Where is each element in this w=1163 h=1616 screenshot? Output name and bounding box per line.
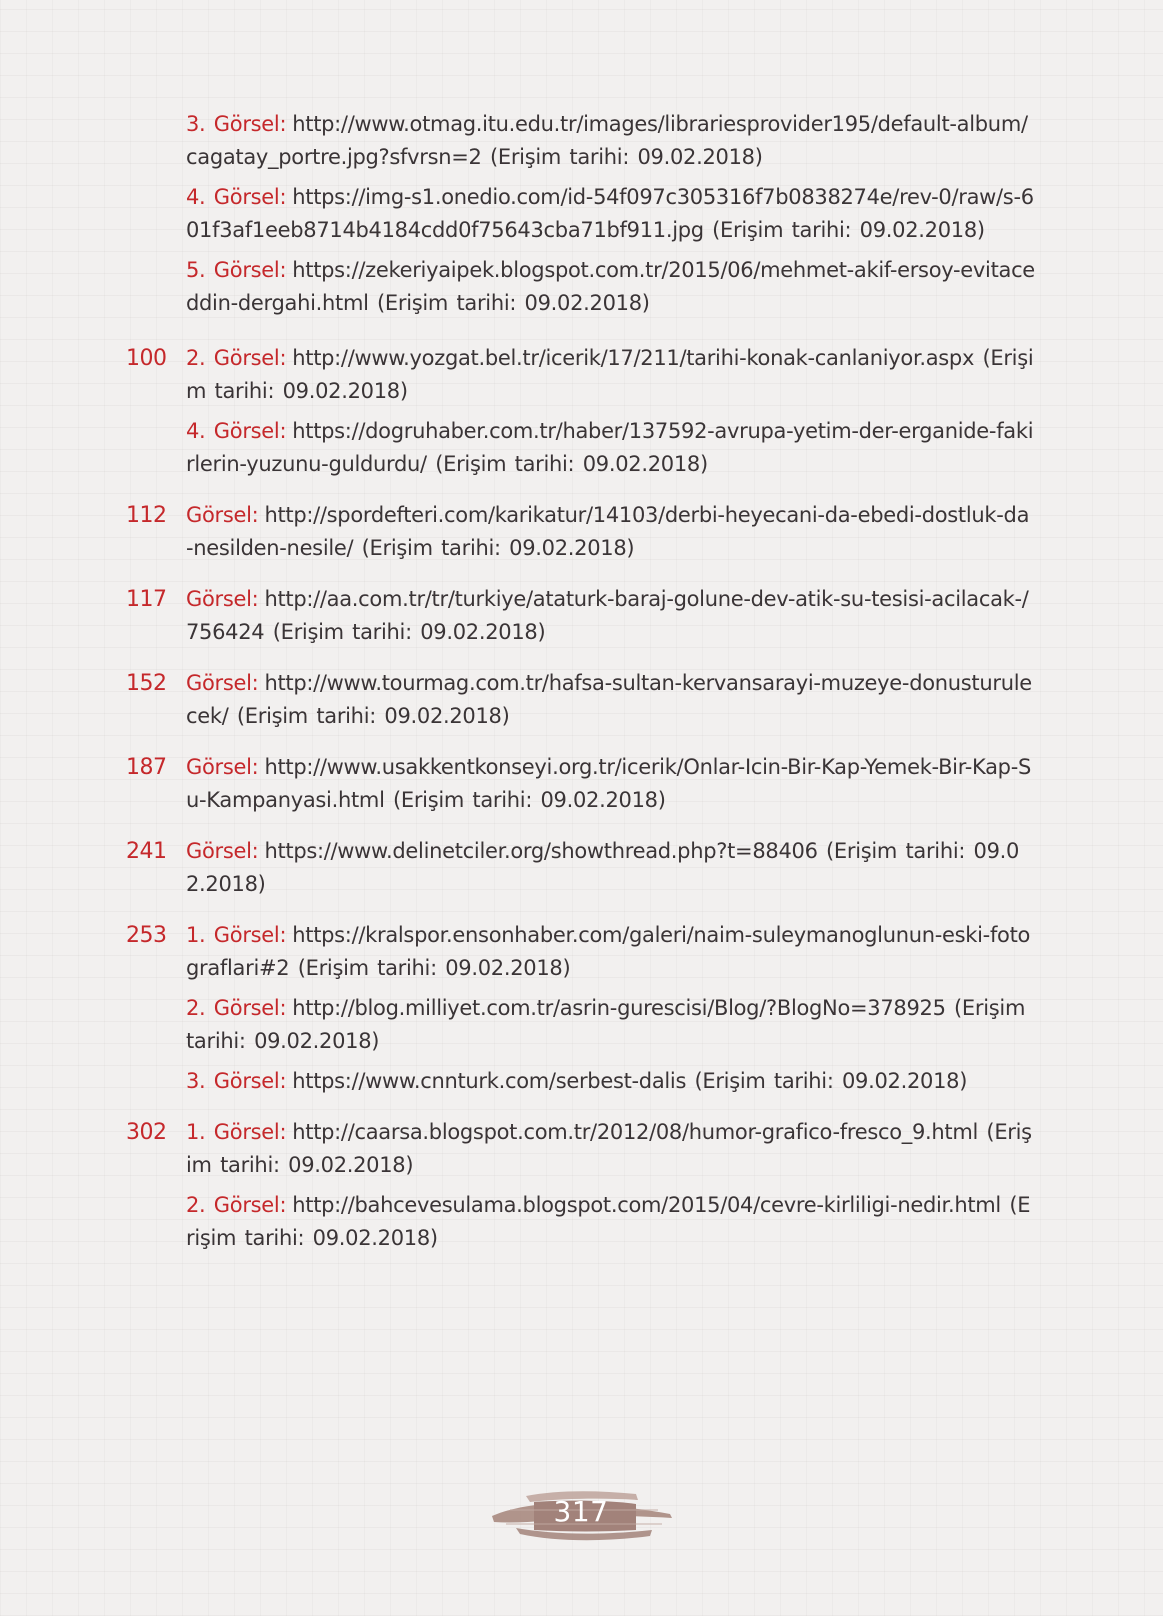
entry-text: https://zekeriyaipek.blogspot.com.tr/2015/06/mehmet-akif-ersoy-evitaceddin-dergahi.html (Erişim tarihi: 09.02.2018) (186, 258, 1035, 315)
entry-label: 1. Görsel: (186, 923, 287, 947)
entry-label: 4. Görsel: (186, 185, 287, 209)
entry-text: https://img-s1.onedio.com/id-54f097c305316f7b0838274e/rev-0/raw/s-601f3af1eeb8714b4184cdd0f75643cba71bf911.jpg (Erişim tarihi: 09.02.2018) (186, 185, 1034, 242)
reference-entry (186, 667, 1036, 733)
reference-entries (186, 1116, 1036, 1255)
reference-entries (186, 108, 1036, 320)
entry-label: 2. Görsel: (186, 1193, 287, 1217)
source-page-number: 187 (126, 755, 167, 780)
reference-entry (186, 415, 1036, 481)
reference-entries (186, 919, 1036, 1098)
entry-label: Görsel: (186, 503, 259, 527)
reference-section (126, 919, 1036, 1098)
entry-text: http://bahcevesulama.blogspot.com/2015/04/cevre-kirliligi-nedir.html (Erişim tarihi: 09.02.2018) (186, 1193, 1031, 1250)
reference-section (126, 751, 1036, 817)
reference-section (126, 667, 1036, 733)
entry-label: Görsel: (186, 587, 259, 611)
entry-text: http://www.usakkentkonseyi.org.tr/icerik/Onlar-Icin-Bir-Kap-Yemek-Bir-Kap-Su-Kampanyasi.html (Erişim tarihi: 09.02.2018) (186, 755, 1031, 812)
reference-entries (186, 499, 1036, 565)
reference-section (126, 1116, 1036, 1255)
reference-section (126, 108, 1036, 320)
source-page-number: 100 (126, 346, 167, 371)
reference-entries (186, 667, 1036, 733)
reference-entries (186, 342, 1036, 481)
entry-text: http://www.otmag.itu.edu.tr/images/librariesprovider195/default-album/cagatay_portre.jpg?sfvrsn=2 (Erişim tarihi: 09.02.2018) (186, 112, 1028, 169)
source-page-number: 112 (126, 503, 167, 528)
reference-entry (186, 583, 1036, 649)
page-footer (486, 1480, 676, 1550)
reference-entry (186, 992, 1036, 1058)
reference-section (126, 583, 1036, 649)
reference-entry (186, 1116, 1036, 1182)
reference-entry (186, 108, 1036, 174)
entry-text: http://blog.milliyet.com.tr/asrin-gurescisi/Blog/?BlogNo=378925 (Erişim tarihi: 09.02.2018) (186, 996, 1026, 1053)
reference-entry (186, 919, 1036, 985)
reference-entry (186, 499, 1036, 565)
reference-entry (186, 254, 1036, 320)
entry-label: 4. Görsel: (186, 419, 287, 443)
entry-label: Görsel: (186, 671, 259, 695)
source-page-number: 302 (126, 1120, 167, 1145)
reference-section (126, 835, 1036, 901)
source-page-number: 253 (126, 923, 167, 948)
page-number: 317 (553, 1495, 609, 1528)
entry-text: http://spordefteri.com/karikatur/14103/derbi-heyecani-da-ebedi-dostluk-da-nesilden-nesile/ (Erişim tarihi: 09.02.2018) (186, 503, 1030, 560)
entry-text: https://dogruhaber.com.tr/haber/137592-avrupa-yetim-der-erganide-fakirlerin-yuzunu-guldurdu/ (Erişim tarihi: 09.02.2018) (186, 419, 1034, 476)
entry-label: Görsel: (186, 839, 259, 863)
reference-section (126, 342, 1036, 481)
entry-label: 2. Görsel: (186, 996, 287, 1020)
reference-entries (186, 751, 1036, 817)
reference-entry (186, 1189, 1036, 1255)
source-page-number: 241 (126, 839, 167, 864)
entry-text: http://www.tourmag.com.tr/hafsa-sultan-kervansarayi-muzeye-donusturulecek/ (Erişim tarihi: 09.02.2018) (186, 671, 1032, 728)
references-content (126, 108, 1036, 1273)
source-page-number: 152 (126, 671, 167, 696)
entry-label: 5. Görsel: (186, 258, 287, 282)
entry-text: https://kralspor.ensonhaber.com/galeri/naim-suleymanoglunun-eski-fotograflari#2 (Erişim tarihi: 09.02.2018) (186, 923, 1031, 980)
reference-entries (186, 835, 1036, 901)
entry-label: 1. Görsel: (186, 1120, 287, 1144)
entry-label: 3. Görsel: (186, 1069, 287, 1093)
entry-label: 2. Görsel: (186, 346, 287, 370)
reference-entry (186, 835, 1036, 901)
entry-text: https://www.delinetciler.org/showthread.php?t=88406 (Erişim tarihi: 09.02.2018) (186, 839, 1020, 896)
entry-text: http://caarsa.blogspot.com.tr/2012/08/humor-grafico-fresco_9.html (Erişim tarihi: 09.02.2018) (186, 1120, 1032, 1177)
reference-entry (186, 1065, 1036, 1098)
reference-entry (186, 751, 1036, 817)
reference-section (126, 499, 1036, 565)
entry-text: https://www.cnnturk.com/serbest-dalis (Erişim tarihi: 09.02.2018) (292, 1069, 968, 1093)
entry-text: http://www.yozgat.bel.tr/icerik/17/211/tarihi-konak-canlaniyor.aspx (Erişim tarihi: 09.02.2018) (186, 346, 1034, 403)
reference-entries (186, 583, 1036, 649)
entry-label: Görsel: (186, 755, 259, 779)
entry-label: 3. Görsel: (186, 112, 287, 136)
entry-text: http://aa.com.tr/tr/turkiye/ataturk-baraj-golune-dev-atik-su-tesisi-acilacak-/756424 (Erişim tarihi: 09.02.2018) (186, 587, 1029, 644)
reference-entry (186, 342, 1036, 408)
reference-entry (186, 181, 1036, 247)
source-page-number: 117 (126, 587, 167, 612)
